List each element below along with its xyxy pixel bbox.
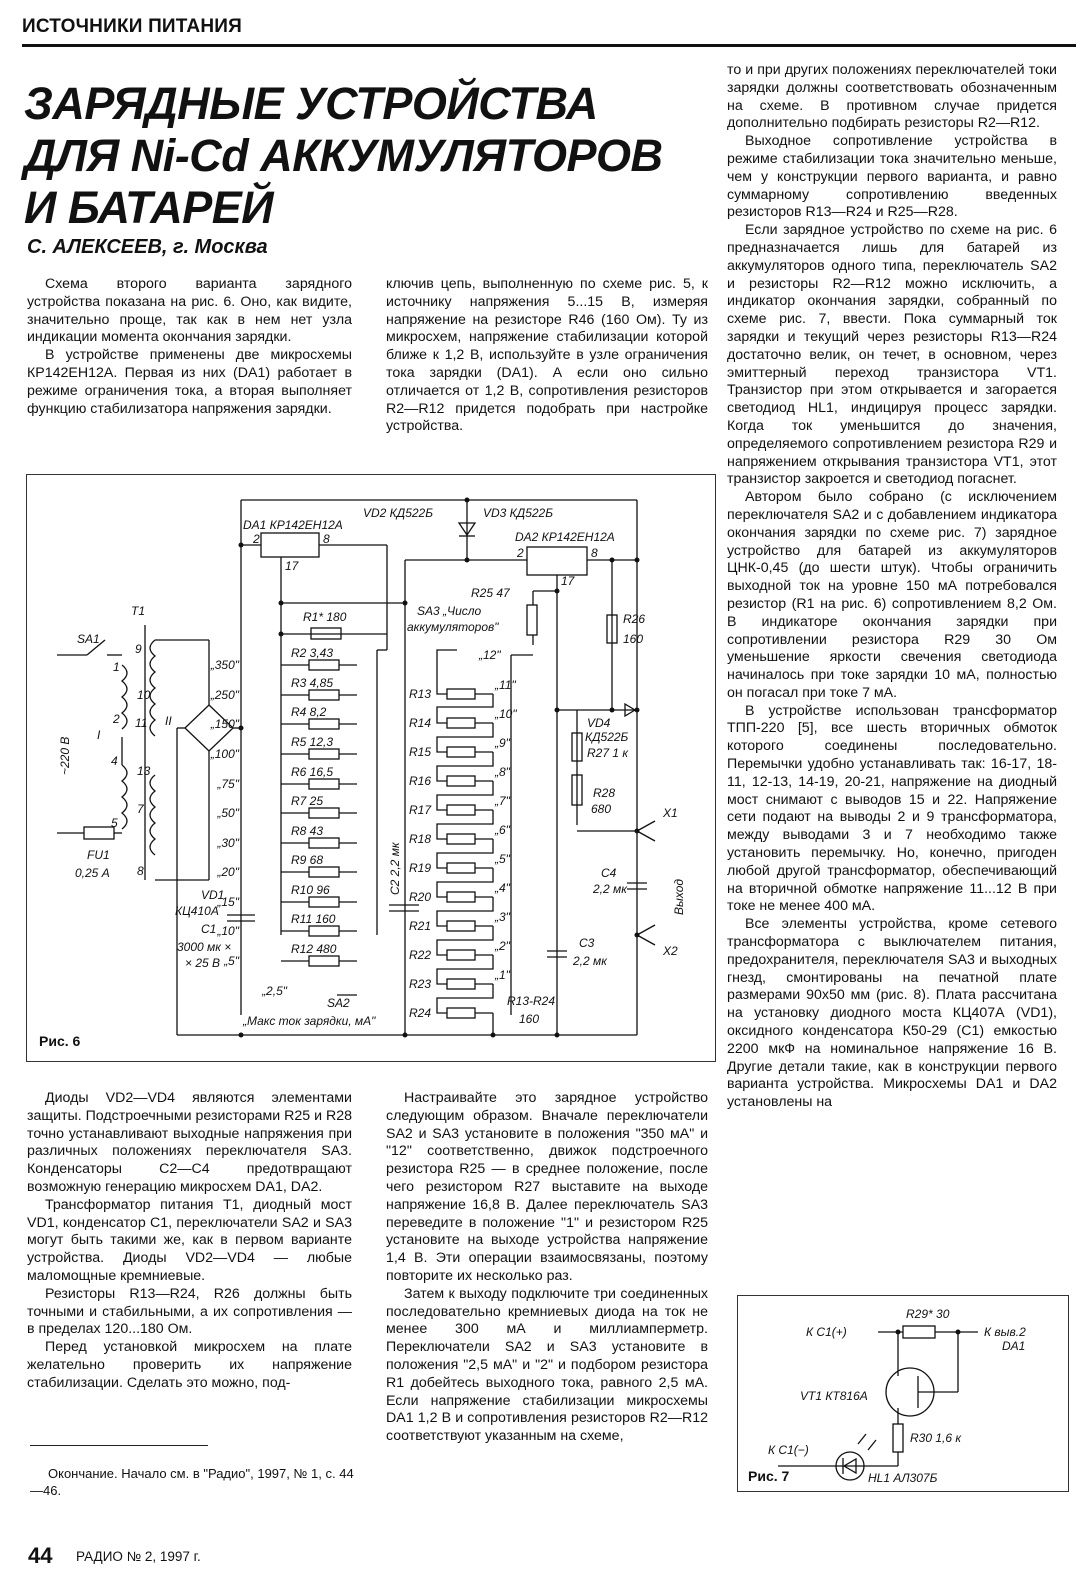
- sa2-res: R4 8,2: [291, 705, 327, 719]
- label-k-c1-plus: К С1(+): [806, 1325, 847, 1339]
- sa3-pos: „3": [495, 910, 510, 924]
- label-r13-r24-val: 160: [519, 1012, 540, 1026]
- label-c3: C3: [579, 936, 595, 950]
- label-x1: X1: [663, 806, 678, 820]
- paragraph: В устройстве применены две микросхемы КР142ЕН12А. Первая из них (DA1) работает в режиме ограничения тока, а вторая выполняет функцию стабилизатора напряжения зарядки.: [27, 347, 352, 417]
- label-da1-pin2: 2: [253, 532, 260, 546]
- pin-8: 8: [137, 864, 144, 878]
- paragraph: Все элементы устройства, кроме сетевого трансформатора с выключателем питания, предохранителя, переключателя SA3 и выходных гнезд, смонтированы на печатной плате размерами 90x50 мм (рис. 8). Плата рассчитана на установку диодного моста КЦ407А (VD1), оксидного конденсатора К50-29 (С1) емкостью 2200 мкФ на номинальное напряжение 16 В. Другие детали такие, как в конструкции первого варианта устройства. Микросхемы DA1 и DA2 установлены на: [727, 916, 1057, 1111]
- paragraph: Затем к выходу подключите три соединенных последовательно кремниевых диода на ток не менее 300 мА и миллиамперметр. Переключатели SA2 и SA3 установите в положения "2,5 мА" и "2" и подбором резистора R1 добейтесь выходного тока, равного 2,5 мА. Если напряжение стабилизации микросхемы DA1 1,2 В и сопротивления резисторов R2—R12 соответствуют указанным на схеме,: [386, 1285, 708, 1445]
- label-da2: DA2 КР142ЕН12А: [515, 530, 615, 544]
- label-r28: R28: [593, 786, 616, 800]
- schematic-diagram: [27, 475, 715, 1061]
- label-c1-val2: × 25 В: [185, 956, 221, 970]
- title-line-3: И БАТАРЕЙ: [24, 182, 274, 233]
- sa2-pos: „20": [217, 865, 239, 879]
- label-r26-val: 160: [623, 632, 644, 646]
- section-rubric: ИСТОЧНИКИ ПИТАНИЯ: [22, 16, 242, 37]
- sa2-res: R8 43: [291, 824, 324, 838]
- label-c1-val1: 3000 мк ×: [177, 940, 232, 954]
- pin-9: 9: [135, 642, 142, 656]
- label-sa3: SA3 „Число: [417, 604, 482, 618]
- paragraph: Перед установкой микросхем на плате желательно проверить их напряжение стабилизации. Сделать это можно, под-: [27, 1339, 352, 1391]
- magazine-issue: РАДИО № 2, 1997 г.: [76, 1549, 201, 1564]
- label-r28-val: 680: [591, 802, 612, 816]
- sa3-pos: „6": [495, 823, 510, 837]
- sa3-pos: „4": [495, 881, 510, 895]
- label-c4-val: 2,2 мк: [593, 882, 627, 896]
- sa3-pos: „5": [495, 852, 510, 866]
- paragraph: Диоды VD2—VD4 являются элементами защиты. Подстроечными резисторами R25 и R28 точно устанавливают выходные напряжения при различных положениях переключателя SA3. Конденсаторы С2—С4 предотвращают возможную генерацию микросхем DA1, DA2.: [27, 1090, 352, 1195]
- sa2-res: R10 96: [291, 883, 330, 897]
- column-bottom-left: [27, 1090, 352, 1393]
- column-top-middle: [386, 276, 708, 436]
- sa3-pos: „12": [479, 648, 501, 662]
- label-r30: R30 1,6 к: [910, 1431, 962, 1445]
- sa3-res: R19: [409, 861, 432, 875]
- title-line-2: ДЛЯ Ni-Cd АККУМУЛЯТОРОВ: [24, 130, 663, 181]
- column-top-left: [27, 276, 352, 418]
- paragraph: Выходное сопротивление устройства в режиме стабилизации тока значительно меньше, чем у конструкции первого варианта, и равно суммарному сопротивлению введенных резисторов R13—R24 и R25—R28.: [727, 133, 1057, 221]
- label-to-da1: К выв.2: [984, 1325, 1026, 1339]
- sa2-pos: „75": [217, 777, 239, 791]
- label-vd2: VD2 КД522Б: [363, 506, 434, 520]
- label-c2: C2 2,2 мк: [388, 842, 402, 895]
- label-r29: R29* 30: [906, 1307, 950, 1321]
- sa2-pos: „350": [210, 658, 239, 672]
- sa2-res: R5 12,3: [291, 735, 334, 749]
- column-bottom-middle: [386, 1090, 708, 1446]
- sa2-pos: „50": [217, 806, 239, 820]
- label-vd4: VD4: [587, 716, 611, 730]
- label-r25: R25 47: [471, 586, 510, 600]
- sa2-pos: „150": [210, 717, 239, 731]
- label-vt1: VT1 КТ816А: [800, 1389, 868, 1403]
- sa2-res: R9 68: [291, 853, 324, 867]
- label-sa2: SA2: [327, 996, 350, 1010]
- label-winding-i: I: [97, 728, 101, 742]
- paragraph: Схема второго варианта зарядного устройства показана на рис. 6. Оно, как видите, значительно проще, так как в нем нет узла индикации момента окончания зарядки.: [27, 276, 352, 346]
- label-winding-ii: II: [165, 714, 172, 728]
- sa3-pos: „10": [495, 707, 517, 721]
- label-da2-pin8: 8: [591, 546, 598, 560]
- label-vd1-val: КЦ410А: [175, 904, 219, 918]
- pin-2: 2: [113, 712, 120, 726]
- footnote: [30, 1465, 358, 1499]
- sa3-res: R22: [409, 948, 432, 962]
- sa3-pos: „8": [495, 765, 510, 779]
- paragraph: Трансформатор питания Т1, диодный мост VD1, конденсатор С1, переключатели SA2 и SA3 могут быть такими же, как в первом варианте устройства. Диоды VD2—VD4 — любые маломощные кремниевые.: [27, 1196, 352, 1284]
- label-r27: R27 1 к: [587, 746, 629, 760]
- column-right: [727, 62, 1057, 1112]
- paragraph: Если зарядное устройство по схеме на рис. 6 предназначается лишь для батарей из аккумуляторов одного типа, переключатель SA2 и резисторы R2—R12 можно исключить, а индикатор окончания зарядки, собранный по схеме рис. 7, ввести. Пока суммарный ток зарядки и текущий через резисторы R13—R24 достаточно велик, он течет, в основном, через эмиттерный переход транзистора VT1. Транзистор при этом открывается и загорается светодиод HL1, индицируя процесс зарядки. Когда ток уменьшится до значения, определяемого сопротивлением резистора R29 и напряжением открывания транзистора VT1, этот транзистор закроется и светодиод погаснет.: [727, 222, 1057, 488]
- footnote-rule: [30, 1445, 208, 1446]
- label-fu1: FU1: [87, 848, 110, 862]
- paragraph: Резисторы R13—R24, R26 должны быть точными и стабильными, а их сопротивления — в пределах 120...180 Ом.: [27, 1285, 352, 1338]
- label-to-da1-2: DA1: [1002, 1339, 1026, 1353]
- label-da2-pin17: 17: [561, 574, 575, 588]
- label-da1-pin17: 17: [285, 559, 299, 573]
- sa3-res: R16: [409, 774, 432, 788]
- pin-10: 10: [137, 688, 151, 702]
- label-da1: DA1 КР142ЕН12А: [243, 518, 343, 532]
- label-r13-r24: R13-R24: [507, 994, 556, 1008]
- label-r26: R26: [623, 612, 646, 626]
- pin-1: 1: [113, 660, 120, 674]
- paragraph: Настраивайте это зарядное устройство следующим образом. Вначале переключатели SA2 и SA3 установите в положения "350 мА" и "12" соответственно, движок подстроечного резистора R25 — в среднее положение, после чего резистором R27 выставите на выходе напряжение 16,8 В. Далее переключатель SA3 переведите в положение "1" и резистором R25 установите на выходе устройства напряжение 1,4 В. Эти операции взаимосвязаны, поэтому повторите их несколько раз.: [386, 1090, 708, 1284]
- sa3-res: R17: [409, 803, 432, 817]
- label-sa1: SA1: [77, 632, 100, 646]
- label-c4: C4: [601, 866, 617, 880]
- indicator-diagram: [738, 1296, 1068, 1491]
- sa2-pos: „250": [210, 688, 239, 702]
- sa3-pos: „11": [495, 678, 516, 692]
- sa3-res: R20: [409, 890, 432, 904]
- article-title: [24, 78, 663, 234]
- label-t1: T1: [131, 604, 146, 618]
- figure-7-schematic: [737, 1295, 1069, 1492]
- label-k-c1-minus: К С1(−): [768, 1443, 809, 1457]
- sa2-pos: „100": [210, 747, 239, 761]
- label-sa2-caption: „Макс ток зарядки, мА": [243, 1014, 376, 1028]
- label-vd4-val: КД522Б: [585, 730, 629, 744]
- sa2-res: R7 25: [291, 794, 324, 808]
- label-sa3-2: аккумуляторов": [407, 620, 499, 634]
- sa3-pos: „2": [495, 939, 510, 953]
- label-mains: ~220 В: [58, 736, 72, 775]
- label-da1-pin8: 8: [323, 532, 330, 546]
- label-vd1: VD1: [201, 888, 225, 902]
- sa3-res: R13: [409, 687, 432, 701]
- pin-4: 4: [111, 754, 118, 768]
- sa2-pos: „5": [224, 954, 239, 968]
- figure-6-caption: Рис. 6: [39, 1033, 81, 1049]
- sa3-pos: „7": [495, 794, 510, 808]
- figure-6-schematic: [26, 474, 716, 1062]
- sa2-res: R12 480: [291, 942, 337, 956]
- title-line-1: ЗАРЯДНЫЕ УСТРОЙСТВА: [24, 78, 598, 129]
- paragraph: то и при других положениях переключателей токи зарядки должны соответствовать обозначенным на схеме. В противном случае придется дополнительно подбирать резисторы R2—R12.: [727, 62, 1057, 132]
- sa2-pos: „2,5": [262, 984, 287, 998]
- paragraph: Автором было собрано (с исключением переключателя SA2 и с добавлением индикатора окончания зарядки по схеме рис. 7) зарядное устройство для батарей из аккумуляторов ЦНК-0,45 (до шести штук). Чтобы ограничить выходной ток на уровне 150 мА потребовался резистор (R1 на рис. 6) сопротивлением 8,2 Ом. В индикаторе окончания зарядки при сопротивлении резистора R29 30 Ом уменьшение яркости свечения светодиода начиналось при токе зарядки 10 мА, полностью он погасал при токе 7 мА.: [727, 489, 1057, 701]
- sa3-res: R23: [409, 977, 432, 991]
- sa3-pos: „1": [495, 968, 510, 982]
- label-c1: C1: [201, 922, 217, 936]
- footnote-text: Окончание. Начало см. в "Радио", 1997, № 1, с. 44—46.: [30, 1466, 354, 1498]
- label-r1: R1* 180: [303, 610, 347, 624]
- article-author: С. АЛЕКСЕЕВ, г. Москва: [27, 236, 268, 258]
- pin-13: 13: [137, 764, 151, 778]
- header-rule: [22, 44, 1076, 47]
- pin-11: 11: [135, 716, 148, 730]
- sa2-res: R6 16,5: [291, 765, 334, 779]
- sa3-res: R14: [409, 716, 432, 730]
- sa3-res: R24: [409, 1006, 432, 1020]
- label-vd3: VD3 КД522Б: [483, 506, 554, 520]
- sa2-res: R2 3,43: [291, 646, 334, 660]
- paragraph: В устройстве использован трансформатор ТПП-220 [5], все шесть вторичных обмоток которого соединены последовательно. Перемычки удобно устанавливать так: 16-17, 18-11, 12-13, 14-19, 20-21, напряжение на диодный мост снимают с выводов 15 и 22. Напряжение сети подают на выводы 2 и 9 трансформатора, между выводами 3 и 7 необходимо также установить перемычку. Но, конечно, пригоден любой другой трансформатор, обеспечивающий на вторичной обмотке напряжение 11...12 В при токе не менее 400 мА.: [727, 702, 1057, 915]
- sa2-pos: „15": [217, 895, 239, 909]
- sa2-res: R11 160: [291, 912, 336, 926]
- sa2-pos: „10": [217, 924, 239, 938]
- figure-7-caption: Рис. 7: [748, 1468, 790, 1484]
- label-x2: X2: [663, 944, 678, 958]
- sa2-res: R3 4,85: [291, 676, 334, 690]
- paragraph: ключив цепь, выполненную по схеме рис. 5, к источнику напряжения 5...15 В, измеряя напряжение на резисторе R46 (160 Ом). Ту из микросхем, напряжение стабилизации которой ближе к 1,2 В, используйте в узле ограничения тока зарядки (DA1). А если оно сильно отличается от 1,2 В, сопротивления резисторов R2—R12 придется подобрать при настройке устройства.: [386, 276, 708, 435]
- sa3-res: R15: [409, 745, 432, 759]
- pin-7: 7: [137, 802, 144, 816]
- label-c3-val: 2,2 мк: [573, 954, 607, 968]
- label-da2-pin2: 2: [517, 546, 524, 560]
- label-output: Выход: [672, 878, 686, 915]
- sa3-res: R18: [409, 832, 432, 846]
- sa3-res: R21: [409, 919, 432, 933]
- page-number: 44: [28, 1543, 53, 1568]
- sa2-pos: „30": [217, 836, 239, 850]
- label-hl1: HL1 АЛ307Б: [868, 1471, 938, 1485]
- pin-5: 5: [111, 816, 118, 830]
- label-fu1-val: 0,25 А: [75, 866, 110, 880]
- sa3-pos: „9": [495, 736, 510, 750]
